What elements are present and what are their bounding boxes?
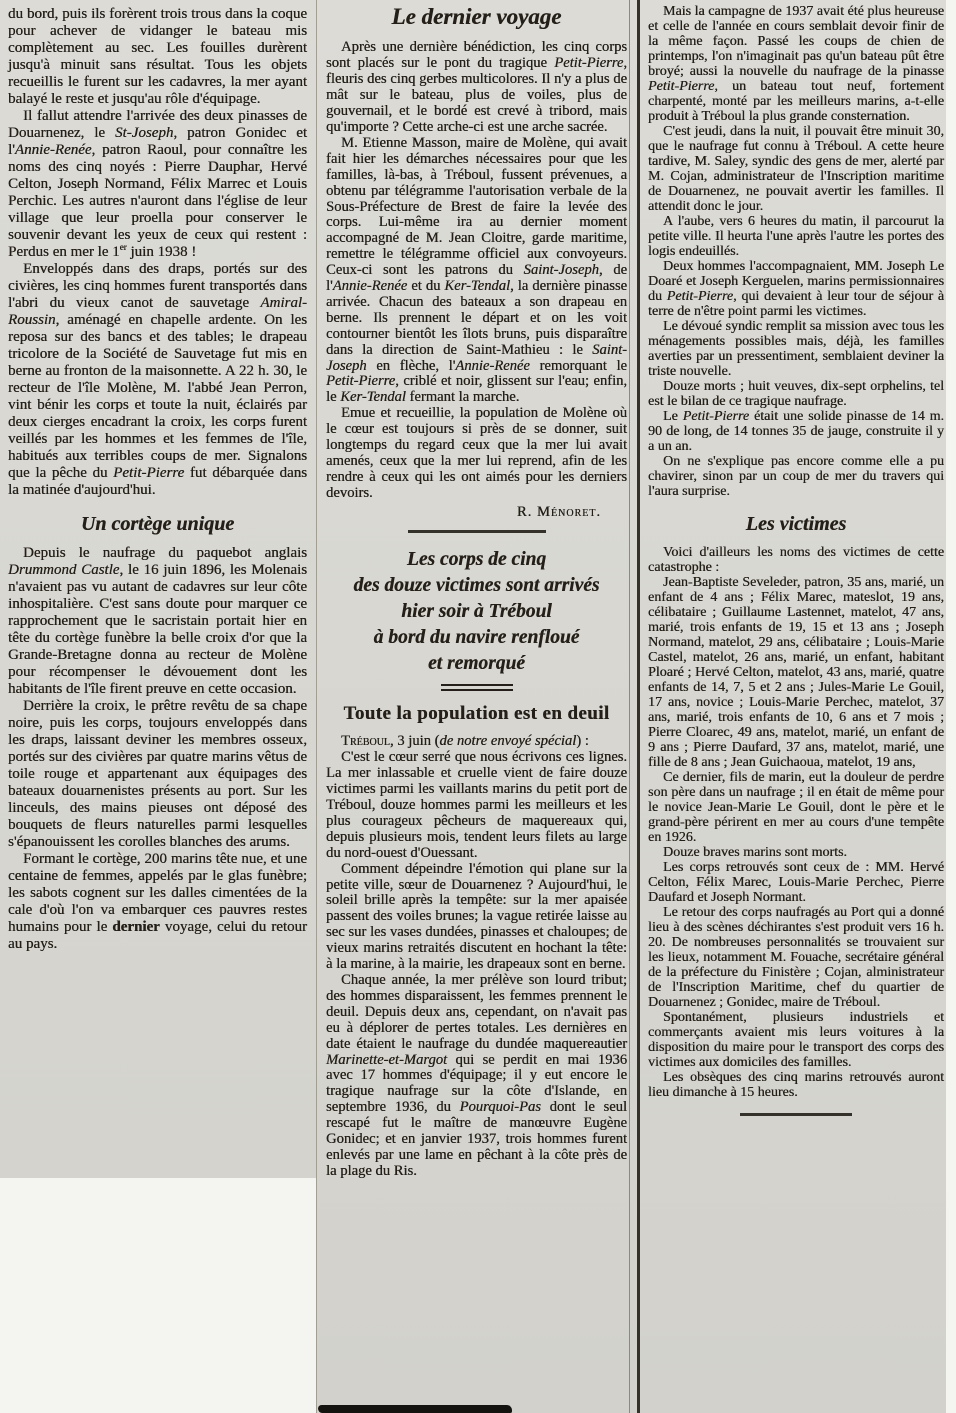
paragraph: Comment dépeindre l'émotion qui plane sur la petite ville, sœur de Douarnenez ? Aujourd'hui, le soleil brille après la tempête: sur la mer apaisée passent des voiles brunes; la vague retirée laisse au sec sur les vases dundées, pinasses et chaloupes; de vieux marins retraités discutent en hochant la tête: à la marine, à la mairie, les drapeaux sont en berne. <box>326 860 627 973</box>
paragraph: Jean-Baptiste Seveleder, patron, 35 ans, marié, un enfant de 4 ans ; Félix Marec, mateslot, 19 ans, célibataire ; Guillaume Lastennet, matelot, 47 ans, marié, trois enfants de 19, 15 et 13 ans ; Joseph Normand, matelot, 29 ans, célibataire ; Louis-Marie Castel, matelot, 26 ans, marié, un enfant, habitant Ploaré ; Hervé Celton, matelot, 43 ans, marié, quatre enfants de 14, 7, 5 et 2 ans ; Jules-Marie Le Gouil, 17 ans, novice ; Louis-Marie Perchec, matelot, 37 ans, marié, trois enfants de 10, 6 ans et 7 mois ; Pierre Cloarec, 49 ans, matelot, marié, un enfant de 9 ans ; Pierre Daufard, 37 ans, matelot, marié, une fille de 8 ans ; Jean Guichaoua, matelot, 19 ans, <box>648 575 944 770</box>
paragraph: Depuis le naufrage du paquebot anglais Drummond Castle, le 16 juin 1896, les Molenais n'avaient pas vu autant de cadavres sur leur côte inhospitalière. C'est sans doute pour marquer ce rapprochement que le sacristain portait hier en tête du cortège funèbre la belle croix d'or que la Grande-Bretagne donna au recteur de Molène pour récompenser le dévouement dont les habitants de l'île firent preuve en cette occasion. <box>8 545 308 697</box>
dateline: Tréboul, 3 juin (de notre envoyé spécial) : <box>341 733 589 750</box>
sub-headline: Toute la population est en deuil <box>343 702 610 724</box>
paragraph: On ne s'explique pas encore comme elle a pu chavirer, sinon par un coup de mer du travers qui l'aura surprise. <box>648 454 944 499</box>
paragraph: Les obsèques des cinq marins retrouvés auront lieu dimanche à 15 heures. <box>648 1070 944 1100</box>
paper-edge-bottom-left <box>0 1178 316 1413</box>
paragraph: Derrière la croix, le prêtre revêtu de sa chape noire, puis les corps, toujours enveloppés dans les draps, laissant deviner les membres osseux, portés sur des civières par quatre marins vêtus de toile rouge et appartenant aux équipages des bateaux douarnenistes présents au port. Sur les linceuls, des mains pieuses ont déposé des bouquets de fleurs naturelles parmi lesquelles s'épanouissent les corolles blanches des arums. <box>8 698 307 850</box>
author-signature: R. Ménoret. <box>516 503 601 520</box>
article-title: Le dernier voyage <box>391 4 562 29</box>
column-divider-faint <box>316 0 317 1413</box>
paragraph: Spontanément, plusieurs industriels et commerçants avaient mis leurs voitures à la disposition du maire pour le transport des corps des victimes aux domiciles des familles. <box>648 1010 944 1070</box>
paragraph: Le dévoué syndic remplit sa mission avec tous les ménagements possibles mais, déjà, les familles averties par un pressentiment, semblaient deviner la triste nouvelle. <box>648 319 944 379</box>
paragraph: Le Petit-Pierre était une solide pinasse de 14 m. 90 de long, de 14 tonnes 35 de jauge, construite il y a un an. <box>648 409 944 454</box>
separator-rule <box>408 530 546 533</box>
section-heading: Un cortège unique <box>80 513 235 535</box>
multiline-headline <box>326 547 627 691</box>
paragraph: A l'aube, vers 6 heures du matin, il parcourut la petite ville. Il heurta l'une après l'autre les portes des logis endeuillés. <box>648 214 944 259</box>
column-2 <box>326 0 627 1180</box>
paragraph: Emue et recueillie, la population de Molène où le cœur est toujours si près de se donner, suit longtemps du regard ceux que la mer lui avait amenés, ceux que la mer lui reprend, afin de les rendre à ceux qui les ont aimés pour les derniers devoirs. <box>326 405 627 501</box>
paragraph: Chaque année, la mer prélève son lourd tribut; des hommes disparaissent, les femmes prennent le deuil. Depuis deux ans, cependant, on n'avait pas eu à déplorer de pertes totales. Les dernières en date étaient le naufrage du dundée maquereautier Marinette-et-Margot qui se perdit en mai 1936 avec 17 hommes d'équipage; il y eut encore le tragique naufrage sur la côte d'Islande, en septembre 1936, du Pourquoi-Pas dont le seul rescapé fut le maître de manœuvre Eugène Gonidec; et en janvier 1937, trois hommes furent enlevés par une lame en pêchant à la côte près de la plage du Ris. <box>326 972 627 1179</box>
column-divider-thick <box>637 0 640 1413</box>
paragraph: Ce dernier, fils de marin, eut la douleur de perdre son père dans un naufrage ; il en était de même pour le novice Jean-Marie Le Gouil, dont le père et le grand-père périrent en mer au cours d'une tempête en 1926. <box>648 770 944 845</box>
headline-line: des douze victimes sont arrivés <box>353 574 600 596</box>
paragraph: Formant le cortège, 200 marins tête nue, et une centaine de femmes, appelés par le glas funèbre; les sabots cognent sur les dalles cimentées de la cale d'où l'on va embarquer ces pauvres restes humains pour le dernier voyage, celui du retour au pays. <box>8 851 307 952</box>
column-3 <box>648 4 944 1116</box>
end-rule <box>740 1113 852 1116</box>
headline-line: Les corps de cinq <box>406 548 547 570</box>
headline-line: à bord du navire renfloué <box>373 626 580 648</box>
column-1 <box>8 6 307 953</box>
paragraph: Les corps retrouvés sont ceux de : MM. Hervé Celton, Félix Marec, Louis-Marie Perchec, Pierre Daufard et Joseph Normant. <box>648 860 944 905</box>
paragraph: Le retour des corps naufragés au Port qui a donné lieu à des scènes déchirantes s'est produit vers 16 h. 20. De nombreuses personnalités se trouvaient sur les lieux, notamment M. Fouache, secrétaire général de la préfecture du Finistère ; Cojan, alministrateur de l'Inscription Maritime, chef du quartier de Douarnenez ; Gonidec, maire de Tréboul. <box>648 905 944 1010</box>
section-heading: Les victimes <box>745 513 847 535</box>
paragraph: Deux hommes l'accompagnaient, MM. Joseph Le Doaré et Joseph Kerguelen, marins permissionnaires du Petit-Pierre, qui devaient à leur tour de séjour à terre de n'être point parmi les victimes. <box>648 259 945 319</box>
paragraph: Après une dernière bénédiction, les cinq corps sont placés sur le pont du tragique Petit-Pierre, fleuris des cinq gerbes multicolores. Il n'y a plus de mât sur le bateau, plus de voiles, plus de gouvernail, et le bordé est crevé à tribord, mais qu'importe ? Cette arche-ci est une arche sacrée. <box>326 39 627 135</box>
column-divider-thin <box>629 0 630 1413</box>
paragraph: Douze morts ; huit veuves, dix-sept orphelins, tel est le bilan de ce tragique naufrage. <box>648 379 944 409</box>
paragraph: Il fallut attendre l'arrivée des deux pinasses de Douarnenez, le St-Joseph, patron Gonidec et l'Annie-Renée, patron Raoul, pour connaître les noms des cinq noyés : Pierre Dauphar, Hervé Celton, Joseph Normand, Félix Marrec et Louis Perchic. Les autres n'auront dans l'église de leur village que leur proella pour conserver le souvenir devant les yeux de ceux qui restent : Perdus en mer le 1er juin 1938 ! <box>8 108 307 260</box>
paragraph: C'est le cœur serré que nous écrivons ces lignes. La mer inlassable et cruelle vient de faire douze victimes parmi les vaillants marins du petit port de Tréboul, douze hommes parmi les meilleurs et les plus courageux pêcheurs de maquereaux qui, depuis plusieurs mois, tendent leurs filets au large du nord-ouest d'Ouessant. <box>326 749 627 861</box>
paragraph: Douze braves marins sont morts. <box>663 845 847 860</box>
headline-line: et remorqué <box>428 652 525 674</box>
paragraph: M. Etienne Masson, maire de Molène, qui avait fait hier les démarches nécessaires pour que les familles, là-bas, à Tréboul, fussent prévenues, a obtenu par télégramme l'autorisation verbale de la Sous-Préfecture de Brest de faire la levée des corps. Lui-même ira au dernier moment accompagné de M. Jean Cloitre, garde maritime, remettre le télégramme officiel aux convoyeurs. Ceux-ci sont les patrons du Saint-Joseph, de l'Annie-Renée et du Ker-Tendal, la dernière pinasse arrivée. Chacun des bateaux a son drapeau en berne. Ils prennent le départ et on les voit contourner bientôt les îlots bruns, puis disparaître dans la direction de Saint-Mathieu : le Saint-Joseph en flèche, l'Annie-Renée remorquant le Petit-Pierre, criblé et noir, glissent sur l'eau; enfin, le Ker-Tendal fermant la marche. <box>326 134 627 406</box>
paragraph: Enveloppés dans des draps, portés sur des civières, les cinq hommes furent transportés dans l'abri du vieux canot de sauvetage Amiral-Roussin, aménagé en chapelle ardente. On les reposa sur des bancs et des tables; le drapeau tricolore de la Société de Sauvetage fut mis en berne au fronton de la maisonnette. A 22 h. 30, le recteur de l'île Molène, M. l'abbé Jean Perron, vint bénir les corps et toute la nuit, éclairés par deux cierges encadrant la croix, les corps furent veillés par les hommes et les femmes de l'île, habitués aux terribles coups de mer. Signalons que la pêche du Petit-Pierre fut débarquée dans la matinée d'aujourd'hui. <box>8 261 307 498</box>
headline-underline <box>441 684 513 691</box>
paragraph: Voici d'ailleurs les noms des victimes de cette catastrophe : <box>648 545 944 575</box>
paragraph: Mais la campagne de 1937 avait été plus heureuse et celle de l'année en cours semblait devoir finir de la même façon. Passé les coups de chien de printemps, l'on n'imaginait pas qu'un bateau pût être broyé; aussi la nouvelle du naufrage de la pinasse Petit-Pierre, un bateau tout neuf, fortement charpenté, monté par les meilleurs marins, a-t-elle produit à Tréboul la plus grande consternation. <box>648 4 944 124</box>
paragraph: C'est jeudi, dans la nuit, il pouvait être minuit 30, que le naufrage fut connu à Tréboul. A cette heure tardive, M. Saley, syndic des gens de mer, alerté par M. Cojan, administrateur de l'Inscription maritime de Douarnenez, ne pouvait avertir les familles. Il attendit donc le jour. <box>648 124 944 214</box>
paper-edge-right <box>946 0 956 1413</box>
headline-line: hier soir à Tréboul <box>401 600 552 622</box>
ink-smudge <box>318 1405 512 1413</box>
paragraph: du bord, puis ils forèrent trois trous dans la coque pour achever de vidanger le bateau mis complètement au sec. Les fouilles durèrent jusqu'à minuit sans résultat. Tous les objets recueillis le furent sur les cadavres, la mer ayant balayé le reste et jusqu'au rôle d'équipage. <box>8 6 307 107</box>
